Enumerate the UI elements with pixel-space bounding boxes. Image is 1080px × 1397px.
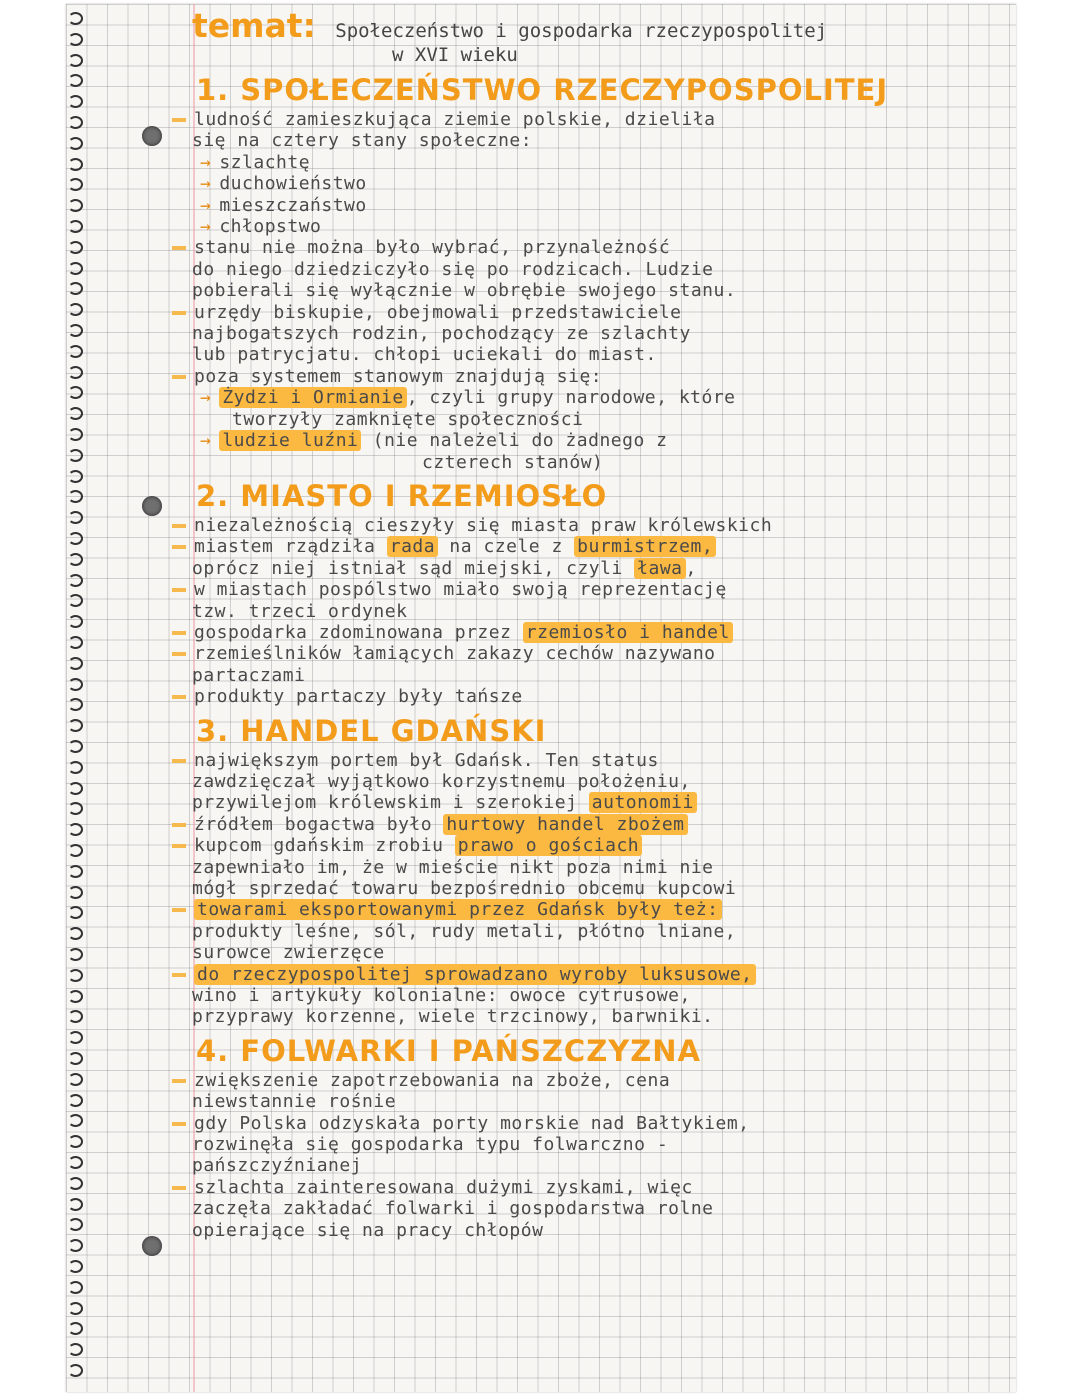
note-line: źródłem bogactwa było hurtowy handel zbożem [192,814,992,835]
note-line: niezależnością cieszyły się miasta praw królewskich [192,515,992,536]
spiral-ring [68,12,83,25]
note-line: przyprawy korzenne, wiele trzcinowy, barwniki. [192,1006,714,1028]
spiral-ring [68,1260,83,1273]
note-line: szlachta zainteresowana dużymi zyskami, więc [192,1177,992,1198]
spiral-ring [68,615,83,628]
punch-hole [142,1236,162,1256]
spiral-ring [68,1218,83,1231]
highlight: ława [634,558,685,579]
spiral-ring [68,865,83,878]
note-line: miastem rządziła rada na czele z burmistrzem, [192,536,992,557]
note-line: zwiększenie zapotrzebowania na zboże, cena [192,1070,992,1091]
arrow-icon: → [200,173,212,195]
punch-hole [142,126,162,146]
note-line: stanu nie można było wybrać, przynależność [192,237,992,258]
spiral-ring [68,761,83,774]
bullet-dash [172,311,186,315]
spiral-ring [68,740,83,753]
note-line: gdy Polska odzyskała porty morskie nad Bałtykiem, [192,1113,992,1134]
bullet-dash [172,1186,186,1190]
bullet-dash [172,1122,186,1126]
note-line: pobierali się wyłącznie w obrębie swojego stanu. [192,280,737,302]
bullet-dash [172,524,186,528]
arrow-icon: → [200,216,212,238]
spiral-ring [68,802,83,815]
spiral-ring [68,1364,83,1377]
note-line: poza systemem stanowym znajdują się: [192,366,992,387]
section-heading-1: 1. SPOŁECZEŃSTWO RZECZYPOSPOLITEJ [196,73,889,107]
spiral-ring [68,241,83,254]
spiral-ring [68,657,83,670]
spiral-ring [68,1156,83,1169]
spiral-ring [68,366,83,379]
topic-text: Społeczeństwo i gospodarka rzeczypospolitej [335,20,828,42]
highlight: autonomii [589,792,697,813]
spiral-ring [68,324,83,337]
spiral-ring [68,1010,83,1023]
note-line: niewstannie rośnie [192,1091,397,1113]
arrow-icon: → [200,194,212,216]
spiral-ring [68,1177,83,1190]
note-line: rzemieślników łamiących zakazy cechów nazywano [192,643,992,664]
spiral-ring [68,698,83,711]
spiral-ring [68,594,83,607]
bullet-dash [172,545,186,549]
arrow-icon: → [200,151,212,173]
spiral-ring [68,1322,83,1335]
highlight: do rzeczypospolitej sprowadzano wyroby luksusowe, [194,964,756,985]
note-line: tzw. trzeci ordynek [192,600,408,622]
highlight: ludzie luźni [219,430,361,451]
note-line: → ludzie luźni (nie należeli do żadnego z [200,430,668,452]
spiral-ring [68,1281,83,1294]
bullet-dash [172,652,186,656]
note-line: do niego dziedziczyło się po rodzicach. Ludzie [192,258,714,280]
note-line: mógł sprzedać towaru bezpośrednio obcemu kupcowi [192,878,737,899]
spiral-ring [68,1239,83,1252]
spiral-ring [68,199,83,212]
note-line: surowce zwierzęce [192,942,385,964]
note-line: partaczami [192,664,306,686]
spiral-ring [68,386,83,399]
spiral-ring [68,428,83,441]
note-line: tworzyły zamknięte społeczności [232,408,584,430]
bullet-dash [172,759,186,763]
highlight: prawo o gościach [455,835,642,856]
spiral-ring [68,1031,83,1044]
spiral-ring [68,1094,83,1107]
bullet-dash [172,375,186,379]
bullet-dash [172,823,186,827]
note-line: wino i artykuły kolonialne: owoce cytrusowe, [192,985,691,1007]
spiral-ring [68,719,83,732]
bullet-dash [172,118,186,122]
spiral-ring [68,1135,83,1148]
highlight: towarami eksportowanymi przez Gdańsk były też: [194,899,722,920]
arrow-icon: → [200,430,212,452]
spiral-binding [66,4,84,1392]
bullet-dash [172,844,186,848]
spiral-ring [68,1073,83,1086]
section-heading-3: 3. HANDEL GDAŃSKI [196,713,547,748]
note-line: czterech stanów) [422,451,604,473]
note-line: przywilejom królewskim i szerokiej autonomii [192,792,992,813]
spiral-ring [68,158,83,171]
spiral-ring [68,844,83,857]
note-line: urzędy biskupie, obejmowali przedstawiciele [192,302,992,323]
spiral-ring [68,33,83,46]
note-line: produkty leśne, sól, rudy metali, płótno lniane, [192,920,737,942]
note-line: → mieszczaństwo [200,194,367,216]
bullet-dash [172,631,186,635]
note-line: gospodarka zdominowana przez rzemiosło i handel [192,622,992,643]
note-line: kupcom gdańskim zrobiu prawo o gościach [192,835,992,856]
bullet-dash [172,908,186,912]
note-line: w miastach pospólstwo miało swoją reprezentację [192,579,992,600]
spiral-ring [68,345,83,358]
highlight: burmistrzem, [574,536,716,557]
note-line [192,964,992,985]
spiral-ring [68,262,83,275]
note-line [192,899,992,920]
topic-label: temat: [192,6,316,45]
note-line: → szlachtę [200,151,311,173]
spiral-ring [68,636,83,649]
spiral-ring [68,532,83,545]
spiral-ring [68,782,83,795]
highlight: hurtowy handel zbożem [443,814,687,835]
spiral-ring [68,948,83,961]
spiral-ring [68,178,83,191]
note-line: największym portem był Gdańsk. Ten status [192,750,992,771]
note-line: zawdzięczał wyjątkowo korzystnemu położeniu, [192,770,691,792]
spiral-ring [68,116,83,129]
bullet-dash [172,246,186,250]
spiral-ring [68,823,83,836]
punch-hole [142,496,162,516]
note-line: pańszczyźnianej [192,1155,363,1177]
note-line: → duchowieństwo [200,173,367,195]
note-line: opierające się na pracy chłopów [192,1219,544,1241]
spiral-ring [68,574,83,587]
spiral-ring [68,137,83,150]
section-heading-4: 4. FOLWARKI I PAŃSZCZYZNA [196,1033,701,1068]
spiral-ring [68,553,83,566]
bullet-dash [172,588,186,592]
spiral-ring [68,678,83,691]
note-line: najbogatszych rodzin, pochodzący ze szlachty [192,323,691,345]
spiral-ring [68,74,83,87]
spiral-ring [68,511,83,524]
spiral-ring [68,490,83,503]
spiral-ring [68,906,83,919]
spiral-ring [68,969,83,982]
spiral-ring [68,1302,83,1315]
spiral-ring [68,1114,83,1127]
note-line: oprócz niej istniał sąd miejski, czyli ława , [192,557,697,579]
spiral-ring [68,407,83,420]
topic-line [192,6,992,45]
note-line: ludność zamieszkująca ziemie polskie, dzieliła [192,109,992,130]
spiral-ring [68,1343,83,1356]
bullet-dash [172,1079,186,1083]
arrow-icon: → [200,387,212,409]
spiral-ring [68,95,83,108]
spiral-ring [68,886,83,899]
notes-content [192,6,992,1241]
bullet-dash [172,973,186,977]
spiral-ring [68,54,83,67]
spiral-ring [68,282,83,295]
highlight: Żydzi i Ormianie [219,387,406,408]
topic-line-2: w XVI wieku [392,44,518,66]
highlight: rada [387,536,438,557]
spiral-ring [68,990,83,1003]
highlight: rzemiosło i handel [523,622,733,643]
note-line: lub patrycjatu. chłopi uciekali do miast. [192,344,657,366]
note-line: → chłopstwo [200,216,322,238]
note-line: → Żydzi i Ormianie , czyli grupy narodowe, które [200,387,736,409]
section-heading-2: 2. MIASTO I RZEMIOSŁO [196,478,608,513]
spiral-ring [68,303,83,316]
bullet-dash [172,695,186,699]
spiral-ring [68,1198,83,1211]
note-line: produkty partaczy były tańsze [192,686,992,707]
spiral-ring [68,1052,83,1065]
note-line: rozwinęła się gospodarka typu folwarczno - [192,1134,669,1156]
spiral-ring [68,470,83,483]
note-line: zapewniało im, że w mieście nikt poza nimi nie [192,856,714,878]
note-line: zaczęła zakładać folwarki i gospodarstwa rolne [192,1198,714,1220]
spiral-ring [68,220,83,233]
spiral-ring [68,449,83,462]
note-line: się na cztery stany społeczne: [192,130,533,152]
spiral-ring [68,927,83,940]
